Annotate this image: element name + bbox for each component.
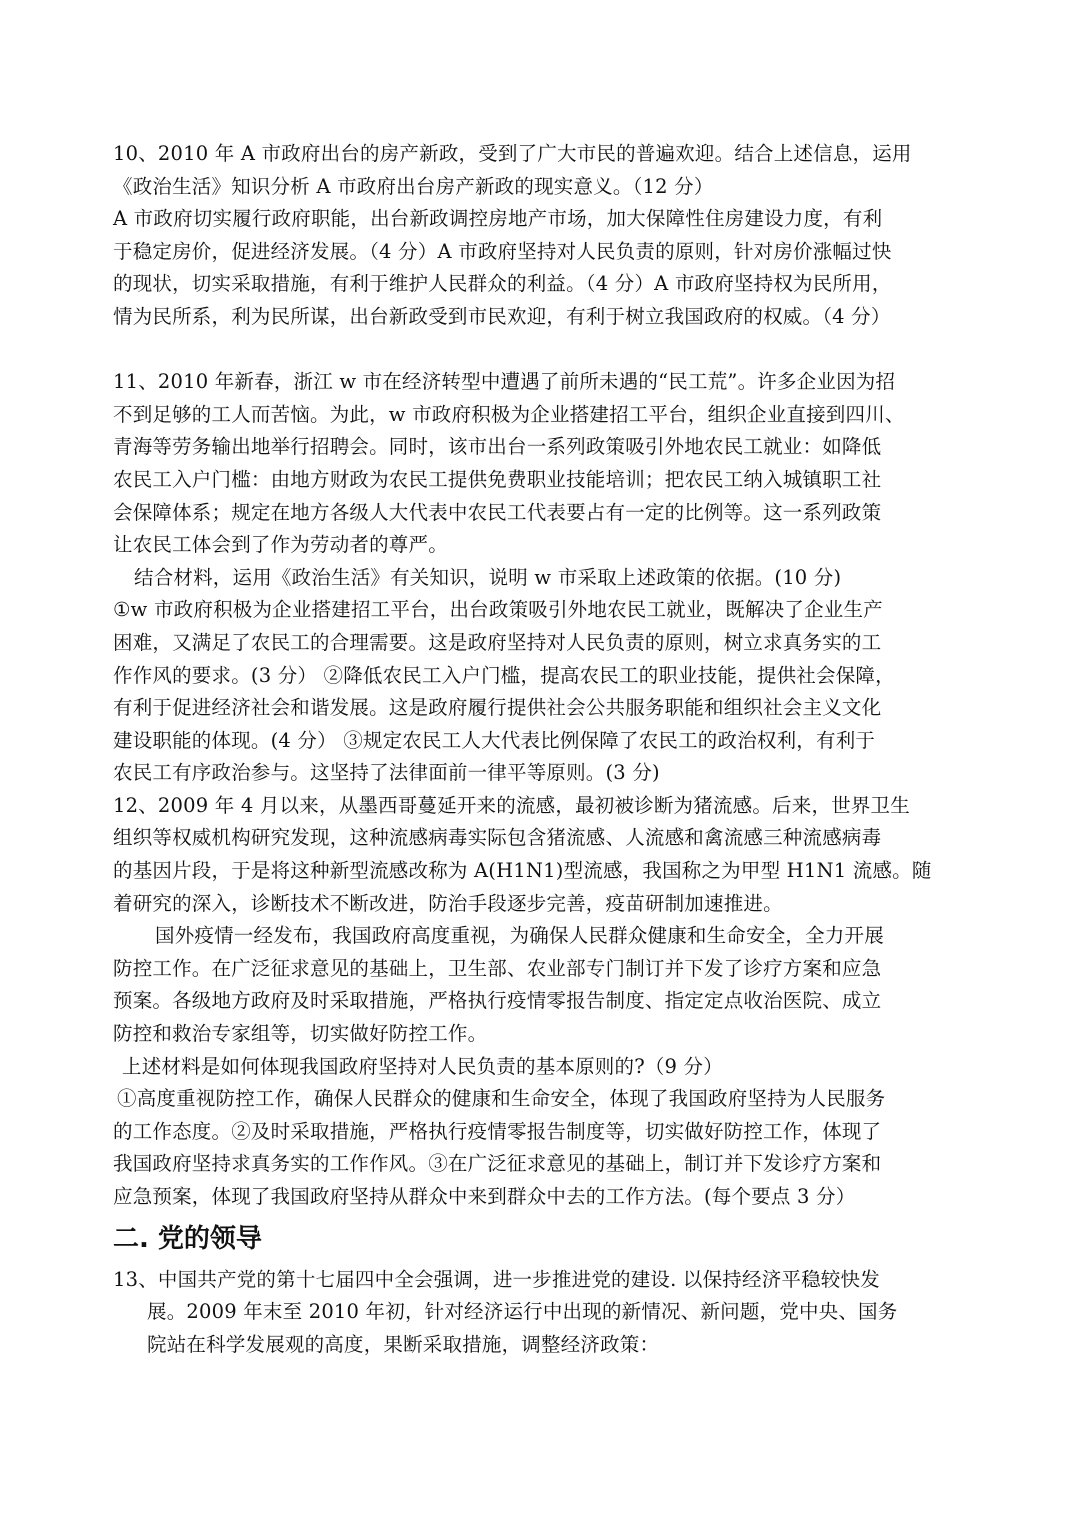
q13-line: 13、中国共产党的第十七届四中全会强调，进一步推进党的建设. 以保持经济平稳较快发 [113,1267,880,1291]
q12-line: 组织等权威机构研究发现，这种流感病毒实际包含猪流感、人流感和禽流感三种流感病毒 [113,826,882,850]
q11-line: 会保障体系；规定在地方各级人大代表中农民工代表要占有一定的比例等。这一系列政策 [113,500,882,524]
q12-para2-line: 预案。各级地方政府及时采取措施，严格执行疫情零报告制度、指定定点收治医院、成立 [113,989,882,1013]
blank-line [113,334,973,367]
q11-line: 青海等劳务输出地举行招聘会。同时，该市出台一系列政策吸引外地农民工就业：如降低 [113,435,882,459]
q10-line: 10、2010 年 A 市政府出台的房产新政，受到了广大市民的普遍欢迎。结合上述信息，运用 [113,142,912,165]
q12-line: 的基因片段，于是将这种新型流感改称为 A(H1N1)型流感，我国称之为甲型 H1N1 流感。随 [113,859,932,883]
q11-line: 让农民工体会到了作为劳动者的尊严。 [113,533,448,557]
q12-answer-line: ①高度重视防控工作，确保人民群众的健康和生命安全，体现了我国政府坚持为人民服务 [117,1087,886,1111]
q12-answer-line: 应急预案，体现了我国政府坚持从群众中来到群众中去的工作方法。(每个要点 3 分） [113,1185,856,1208]
q12-line: 着研究的深入，诊断技术不断改进，防治手段逐步完善，疫苗研制加速推进。 [113,891,783,915]
document-page [113,138,973,1361]
q13-line: 院站在科学发展观的高度，果断采取措施，调整经济政策： [147,1332,660,1356]
q12-para2-line: 防控工作。在广泛征求意见的基础上，卫生部、农业部专门制订并下发了诊疗方案和应急 [113,956,882,980]
section-heading: 二. 党的领导 [113,1223,262,1254]
question-13 [113,1264,973,1362]
q11-answer-line: ①w 市政府积极为企业搭建招工平台，出台政策吸引外地农民工就业，既解决了企业生产 [113,598,883,622]
q11-answer-line: 有利于促进经济社会和谐发展。这是政府履行提供社会公共服务职能和组织社会主义文化 [113,696,882,720]
q12-answer-line: 我国政府坚持求真务实的工作作风。③在广泛征求意见的基础上，制订并下发诊疗方案和 [113,1152,882,1176]
q11-answer-line: 作作风的要求。(3 分） ②降低农民工入户门槛，提高农民工的职业技能，提供社会保障， [113,663,895,687]
q11-answer-line: 建设职能的体现。(4 分） ③规定农民工人大代表比例保障了农民工的政治权利，有利于 [113,728,876,752]
q11-answer-line: 困难，又满足了农民工的合理需要。这是政府坚持对人民负责的原则，树立求真务实的工 [113,630,882,654]
q11-line: 农民工入户门槛：由地方财政为农民工提供免费职业技能培训；把农民工纳入城镇职工社 [113,467,882,491]
q10-answer-line: 的现状，切实采取措施，有利于维护人民群众的利益。（4 分）A 市政府坚持权为民所用， [113,272,892,296]
q11-line: 11、2010 年新春，浙江 w 市在经济转型中遭遇了前所未遇的“民工荒”。许多企业因为招 [113,370,896,394]
question-11 [113,366,973,790]
q10-answer-line: A 市政府切实履行政府职能，出台新政调控房地产市场，加大保障性住房建设力度，有利 [113,207,883,231]
q12-para2-line: 国外疫情一经发布，我国政府高度重视，为确保人民群众健康和生命安全，全力开展 [155,924,884,948]
q10-answer-line: 于稳定房价，促进经济发展。（4 分）A 市政府坚持对人民负责的原则，针对房价涨幅过快 [113,239,892,263]
q12-answer-line: 的工作态度。②及时采取措施，严格执行疫情零报告制度等，切实做好防控工作，体现了 [113,1119,882,1143]
q11-line: 不到足够的工人而苦恼。为此，w 市政府积极为企业搭建招工平台，组织企业直接到四川、 [113,402,905,426]
question-10 [113,138,973,334]
q12-para2-line: 防控和救治专家组等，切实做好防控工作。 [113,1022,488,1046]
q13-line: 展。2009 年末至 2010 年初，针对经济运行中出现的新情况、新问题，党中央、国务 [147,1300,898,1324]
question-12 [113,790,973,1214]
q11-answer-line: 农民工有序政治参与。这坚持了法律面前一律平等原则。(3 分) [113,761,660,785]
q10-answer-line: 情为民所系，利为民所谋，出台新政受到市民欢迎，有利于树立我国政府的权威。（4 分） [113,304,891,328]
q12-question: 上述材料是如何体现我国政府坚持对人民负责的基本原则的?（9 分） [122,1054,723,1078]
q12-line: 12、2009 年 4 月以来，从墨西哥蔓延开来的流感，最初被诊断为猪流感。后来，世界卫生 [113,793,910,817]
q11-question: 结合材料，运用《政治生活》有关知识，说明 w 市采取上述政策的依据。(10 分) [134,565,842,589]
q10-line: 《政治生活》知识分析 A 市政府出台房产新政的现实意义。（12 分） [113,174,714,198]
